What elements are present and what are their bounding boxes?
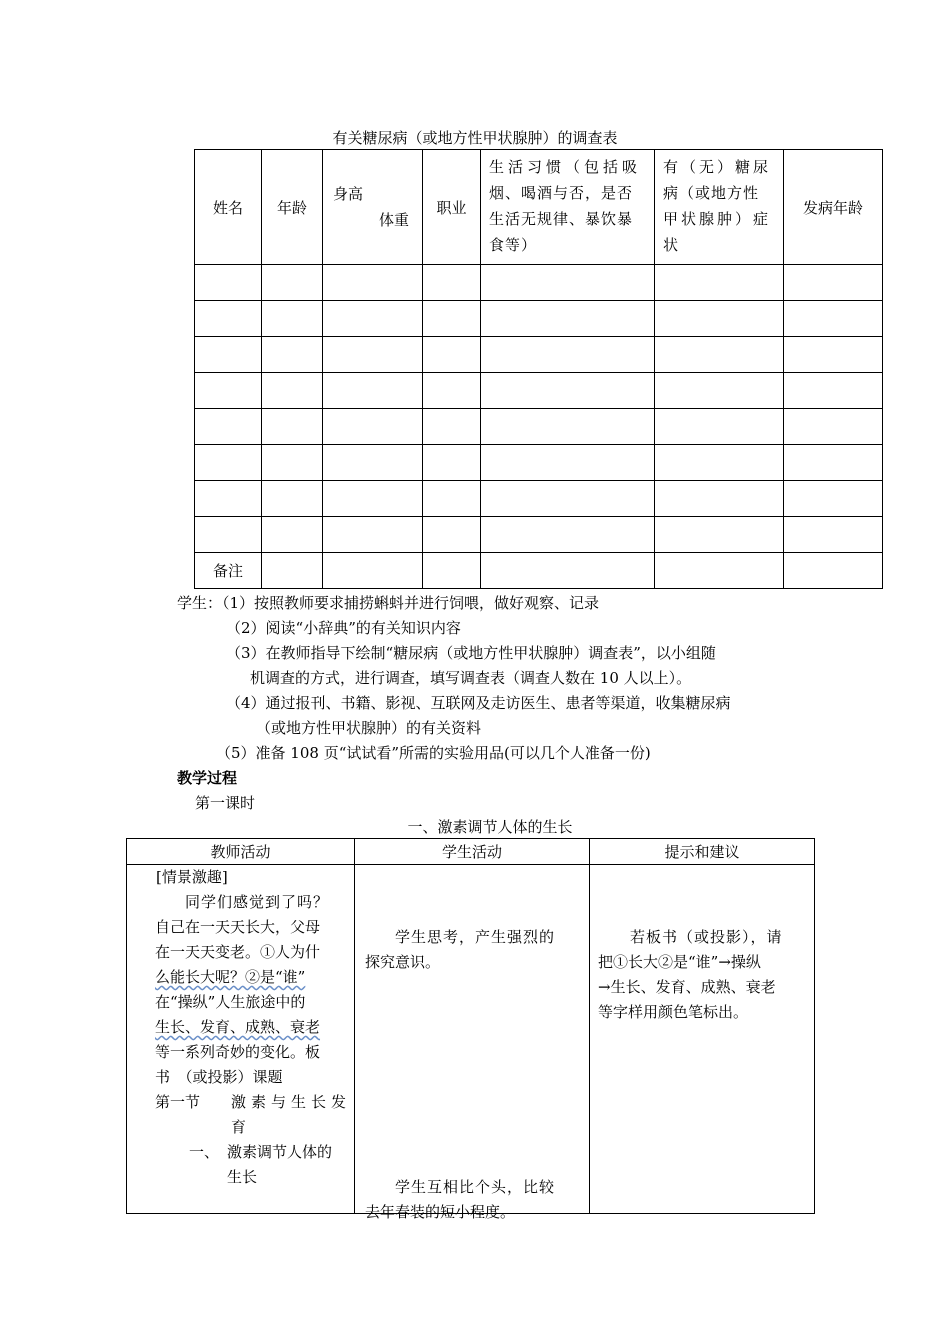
teacher-text-line: 生长、发育、成熟、衰老 <box>155 1018 321 1036</box>
student-task-3-cont: 机调查的方式，进行调查，填写调查表（调查人数在 10 人以上）。 <box>250 669 692 687</box>
student-task-1: 学生：（1）按照教师要求捕捞蝌蚪并进行饲喂，做好观察、记录 <box>177 594 600 612</box>
lesson-body-row <box>127 865 815 1214</box>
section-name-cont: 育 <box>231 1118 247 1136</box>
lesson-header-row <box>127 839 815 865</box>
student-activity-cell <box>355 865 590 1221</box>
teacher-text-line: 在“操纵”人生旅途中的 <box>155 993 306 1011</box>
hint-text-line: 把①长大②是“谁”→操纵 <box>598 953 761 971</box>
table-row <box>195 337 883 373</box>
header-weight: 体重 <box>379 211 410 229</box>
section-name: 激素与生长发 <box>231 1093 352 1111</box>
item-number: 一、 <box>189 1143 220 1161</box>
table-row <box>195 301 883 337</box>
header-symptom-line: 状 <box>663 236 680 254</box>
student-task-5: （5）准备 108 页“试试看”所需的实验用品(可以几个人准备一份) <box>216 744 651 762</box>
header-symptoms <box>655 150 784 265</box>
table-row <box>195 373 883 409</box>
teacher-text-line: 等一系列奇妙的变化。板 <box>155 1043 321 1061</box>
header-job: 职业 <box>423 150 481 265</box>
section-number: 第一节 <box>155 1093 201 1111</box>
student-task-4-cont: （或地方性甲状腺肿）的有关资料 <box>256 719 482 737</box>
student-text-line: 探究意识。 <box>365 953 441 971</box>
header-age: 年龄 <box>262 150 323 265</box>
header-onset-age: 发病年龄 <box>784 150 883 265</box>
header-height-weight <box>323 150 423 265</box>
header-teacher-activity: 教师活动 <box>127 839 355 865</box>
scenario-tag: [情景激趣] <box>156 868 228 886</box>
header-habits <box>481 150 655 265</box>
header-student-activity: 学生活动 <box>355 839 590 865</box>
remark-label: 备注 <box>195 553 262 589</box>
header-symptom-line: 有（无）糖尿 <box>663 158 772 176</box>
student-text-line: 学生思考，产生强烈的 <box>395 928 556 946</box>
lesson-table <box>126 838 815 1221</box>
lesson-label: 第一课时 <box>195 794 256 812</box>
header-habits-line: 食等） <box>489 236 538 254</box>
header-habits-line: 烟、喝酒与否，是否 <box>489 184 634 202</box>
student-task-3: （3）在教师指导下绘制“糖尿病（或地方性甲状腺肿）调查表”，以小组随 <box>226 644 716 662</box>
section-title: 一、激素调节人体的生长 <box>407 818 573 836</box>
table-row <box>195 409 883 445</box>
survey-title: 有关糖尿病（或地方性甲状腺肿）的调查表 <box>332 129 618 147</box>
student-task-4: （4）通过报刊、书籍、影视、互联网及走访医生、患者等渠道，收集糖尿病 <box>226 694 731 712</box>
hint-text-line: 等字样用颜色笔标出。 <box>598 1003 749 1021</box>
item-text: 激素调节人体的 <box>227 1143 333 1161</box>
survey-header-row <box>195 150 883 265</box>
table-row <box>195 517 883 553</box>
teacher-text-line: 自己在一天天长大，父母 <box>155 918 321 936</box>
teacher-text-line: 在一天天变老。①人为什 <box>155 943 321 961</box>
table-row <box>195 445 883 481</box>
remark-row <box>195 553 883 589</box>
table-row <box>195 481 883 517</box>
header-height: 身高 <box>333 185 364 203</box>
header-habits-line: 生活习惯（包括吸 <box>489 158 642 176</box>
item-text-cont: 生长 <box>227 1168 258 1186</box>
survey-table <box>194 149 883 589</box>
hint-text-line: 若板书（或投影），请 <box>630 928 783 946</box>
header-symptom-line: 病（或地方性 <box>663 184 760 202</box>
header-symptom-line: 甲状腺肿）症 <box>663 210 772 228</box>
teaching-process-heading: 教学过程 <box>177 769 238 787</box>
table-row <box>195 265 883 301</box>
teacher-text-line: 么能长大呢？②是“谁” <box>155 968 306 986</box>
header-hints: 提示和建议 <box>590 839 815 865</box>
header-name: 姓名 <box>195 150 262 265</box>
header-habits-line: 生活无规律、暴饮暴 <box>489 210 634 228</box>
hint-text-line: →生长、发育、成熟、衰老 <box>598 978 776 996</box>
student-text-line: 去年春装的短小程度。 <box>365 1203 516 1221</box>
hints-cell <box>590 865 815 1214</box>
teacher-text-line: 同学们感觉到了吗？ <box>185 893 330 911</box>
student-text-line: 学生互相比个头，比较 <box>395 1178 556 1196</box>
teacher-activity-cell <box>127 865 355 1214</box>
student-task-2: （2）阅读“小辞典”的有关知识内容 <box>226 619 461 637</box>
teacher-text-line: 书 （或投影）课题 <box>155 1068 283 1086</box>
